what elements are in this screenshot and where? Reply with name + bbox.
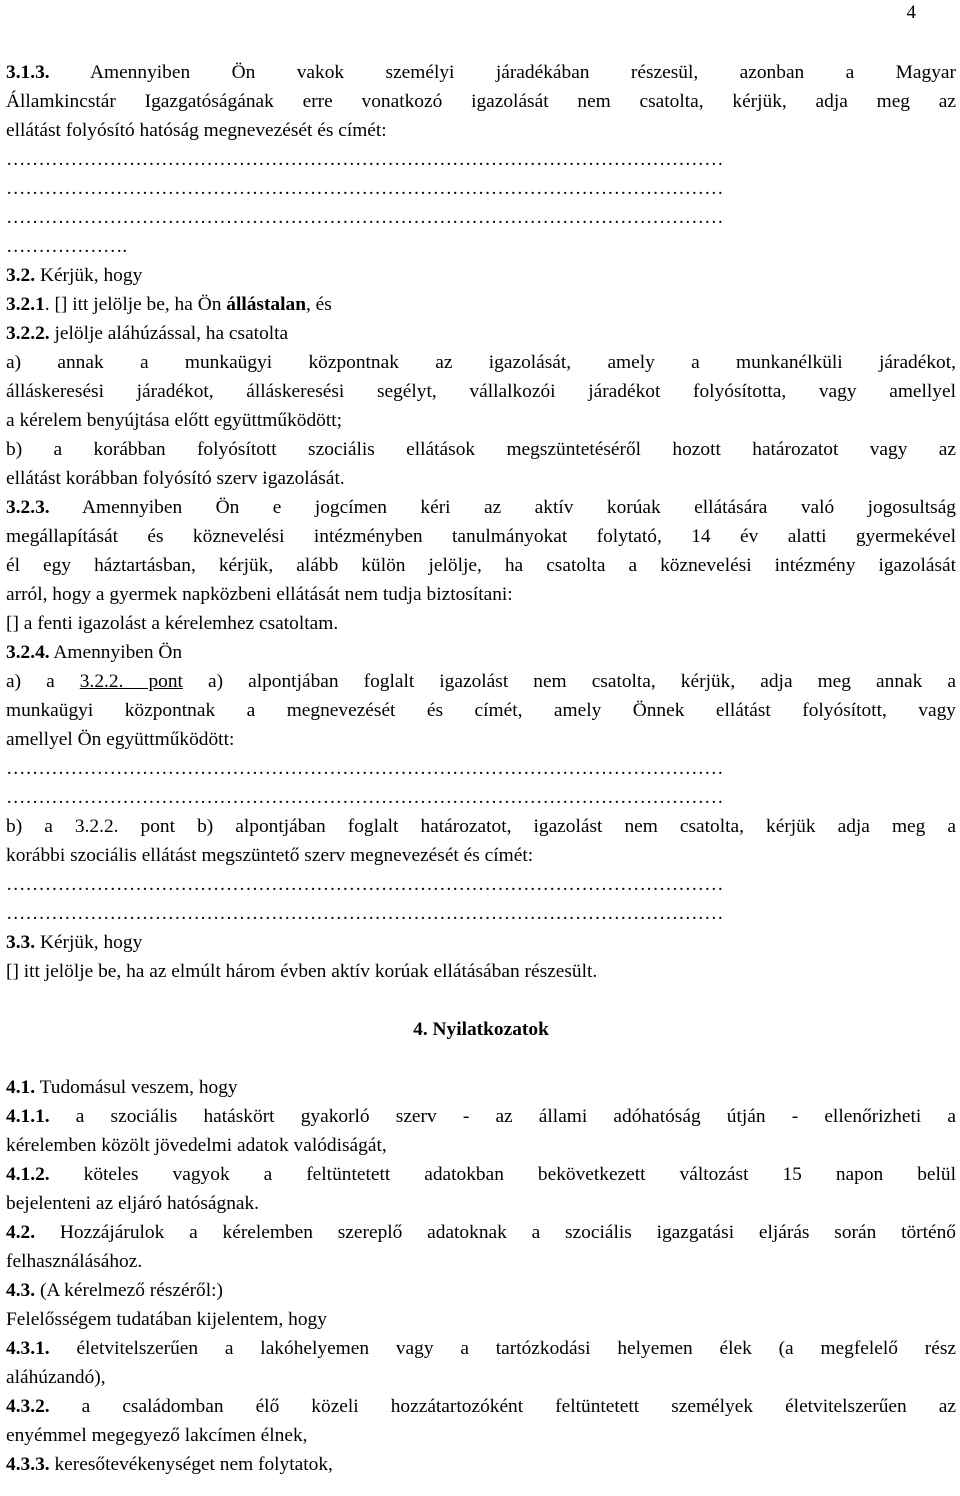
- text-line: [6, 841, 956, 870]
- text-line: [6, 957, 956, 986]
- text-line: [6, 783, 956, 812]
- text-segment: a) alpontjában foglalt igazolást nem csatolta, kérjük, adja meg annak a: [182, 671, 956, 692]
- text-segment: keresőtevékenységet nem folytatok,: [49, 1454, 333, 1475]
- text-line: [6, 203, 956, 232]
- text-segment: …………………………………………………………………………………………………: [6, 903, 724, 924]
- text-segment: amellyel Ön együttműködött:: [6, 729, 235, 750]
- text-line: [6, 870, 956, 899]
- text-line: [6, 1131, 956, 1160]
- text-line: [6, 1392, 956, 1421]
- text-line: [6, 58, 956, 87]
- text-line: [6, 174, 956, 203]
- text-line: [6, 145, 956, 174]
- section-number: 3.2.: [6, 265, 36, 286]
- text-segment: Amennyiben Ön e jogcímen kéri az aktív korúak ellátására való jogosultság: [49, 497, 956, 518]
- section-number: 3.2.1: [6, 294, 45, 315]
- text-line: [6, 696, 956, 725]
- text-segment: a kérelem benyújtása előtt együttműködött;: [6, 410, 343, 431]
- text-segment: Amennyiben Ön vakok személyi járadékában részesül, azonban a Magyar: [49, 62, 956, 83]
- text-line: [6, 464, 956, 493]
- text-line: [6, 667, 956, 696]
- text-line: [6, 522, 956, 551]
- section-number: 4.3.3.: [6, 1454, 50, 1475]
- text-segment: ellátást korábban folyósító szerv igazolását.: [6, 468, 345, 489]
- text-line: [6, 261, 956, 290]
- section-number: 3.2.4.: [6, 642, 50, 663]
- text-line: [6, 754, 956, 783]
- section-number: 3.3.: [6, 932, 36, 953]
- section-number: 4.1.1.: [6, 1106, 50, 1127]
- text-segment: b) a 3.2.2. pont b) alpontjában foglalt határozatot, igazolást nem csatolta, kérjük adja meg a: [6, 816, 956, 837]
- text-segment: ……………….: [6, 236, 128, 257]
- text-line: [6, 435, 956, 464]
- section-number: 4.3.1.: [6, 1338, 50, 1359]
- text-segment: , és: [305, 294, 332, 315]
- section-number: 4. Nyilatkozatok: [413, 1019, 549, 1040]
- text-line: [6, 1044, 956, 1073]
- text-line: [6, 609, 956, 638]
- text-line: [6, 812, 956, 841]
- section-number: állástalan: [226, 294, 306, 315]
- text-line: [6, 1015, 956, 1044]
- text-line: [6, 87, 956, 116]
- text-line: [6, 1160, 956, 1189]
- text-line: [6, 638, 956, 667]
- text-segment: a) a: [6, 671, 80, 692]
- text-segment: b) a korábban folyósított szociális ellátások megszüntetéséről hozott határozatot vagy az: [6, 439, 956, 460]
- text-line: [6, 1189, 956, 1218]
- text-line: [6, 232, 956, 261]
- text-segment: a) annak a munkaügyi központnak az igazolását, amely a munkanélküli járadékot,: [6, 352, 956, 373]
- text-segment: Kérjük, hogy: [35, 265, 143, 286]
- text-segment: Felelősségem tudatában kijelentem, hogy: [6, 1309, 327, 1330]
- text-line: [6, 406, 956, 435]
- text-line: [6, 290, 956, 319]
- text-segment: Hozzájárulok a kérelemben szereplő adatoknak a szociális igazgatási eljárás során történő: [35, 1222, 956, 1243]
- text-line: [6, 551, 956, 580]
- text-segment: enyémmel megegyező lakcímen élnek,: [6, 1425, 308, 1446]
- text-line: [6, 899, 956, 928]
- text-segment: Államkincstár Igazgatóságának erre vonatkozó igazolását nem csatolta, kérjük, adja meg az: [6, 91, 956, 112]
- text-segment: Amennyiben Ön: [49, 642, 183, 663]
- text-segment: korábbi szociális ellátást megszüntető szerv megnevezését és címét:: [6, 845, 534, 866]
- section-number: 4.3.2.: [6, 1396, 50, 1417]
- text-segment: álláskeresési járadékot, álláskeresési segélyt, vállalkozói járadékot folyósította, vagy amellyel: [6, 381, 956, 402]
- text-segment: kérelemben közölt jövedelmi adatok valódiságát,: [6, 1135, 387, 1156]
- text-line: [6, 1363, 956, 1392]
- text-segment: …………………………………………………………………………………………………: [6, 149, 724, 170]
- text-segment: arról, hogy a gyermek napközbeni ellátását nem tudja biztosítani:: [6, 584, 513, 605]
- text-line: [6, 1450, 956, 1479]
- section-number: 4.1.2.: [6, 1164, 50, 1185]
- text-segment: felhasználásához.: [6, 1251, 143, 1272]
- text-segment: . [] itt jelölje be, ha Ön: [44, 294, 227, 315]
- text-segment: (A kérelmező részéről:): [35, 1280, 223, 1301]
- text-segment: Kérjük, hogy: [35, 932, 143, 953]
- text-segment: jelölje aláhúzással, ha csatolta: [49, 323, 289, 344]
- text-line: [6, 1102, 956, 1131]
- text-line: [6, 1421, 956, 1450]
- text-segment: aláhúzandó),: [6, 1367, 106, 1388]
- text-segment: megállapítását és köznevelési intézményben tanulmányokat folytató, 14 év alatti gyermekével: [6, 526, 956, 547]
- page-number: 4: [906, 2, 916, 23]
- text-segment: …………………………………………………………………………………………………: [6, 787, 724, 808]
- section-number: 4.2.: [6, 1222, 36, 1243]
- text-line: [6, 116, 956, 145]
- text-segment: bejelenteni az eljáró hatóságnak.: [6, 1193, 260, 1214]
- section-number: 3.2.3.: [6, 497, 50, 518]
- text-line: [6, 1073, 956, 1102]
- section-number: 4.1.: [6, 1077, 36, 1098]
- text-line: [6, 928, 956, 957]
- text-line: [6, 986, 956, 1015]
- text-segment: …………………………………………………………………………………………………: [6, 207, 724, 228]
- section-number: 3.2.2.: [6, 323, 50, 344]
- text-segment: …………………………………………………………………………………………………: [6, 178, 724, 199]
- section-number: 3.1.3.: [6, 62, 50, 83]
- text-segment: ellátást folyósító hatóság megnevezését és címét:: [6, 120, 387, 141]
- text-line: [6, 348, 956, 377]
- text-segment: munkaügyi központnak a megnevezését és címét, amely Önnek ellátást folyósított, vagy: [6, 700, 956, 721]
- text-line: [6, 1247, 956, 1276]
- text-line: [6, 377, 956, 406]
- text-line: [6, 1305, 956, 1334]
- section-number: 4.3.: [6, 1280, 36, 1301]
- text-segment: [] itt jelölje be, ha az elmúlt három évben aktív korúak ellátásában részesült.: [6, 961, 598, 982]
- text-segment: él egy háztartásban, kérjük, alább külön jelölje, ha csatolta a köznevelési intézmény igazolását: [6, 555, 956, 576]
- text-segment: …………………………………………………………………………………………………: [6, 874, 724, 895]
- text-segment: [] a fenti igazolást a kérelemhez csatoltam.: [6, 613, 339, 634]
- reference-link: 3.2.2. pont: [79, 671, 183, 692]
- text-line: [6, 1334, 956, 1363]
- text-line: [6, 725, 956, 754]
- text-segment: a családomban élő közeli hozzátartozóként feltüntetett személyek életvitelszerűen az: [49, 1396, 956, 1417]
- text-segment: …………………………………………………………………………………………………: [6, 758, 724, 779]
- text-line: [6, 1276, 956, 1305]
- text-line: [6, 319, 956, 348]
- text-line: [6, 580, 956, 609]
- text-line: [6, 1218, 956, 1247]
- text-line: [6, 493, 956, 522]
- text-segment: életvitelszerűen a lakóhelyemen vagy a tartózkodási helyemen élek (a megfelelő rész: [49, 1338, 956, 1359]
- text-segment: a szociális hatáskört gyakorló szerv - az állami adóhatóság útján - ellenőrizheti a: [49, 1106, 956, 1127]
- text-segment: köteles vagyok a feltüntetett adatokban bekövetkezett változást 15 napon belül: [49, 1164, 956, 1185]
- text-segment: Tudomásul veszem, hogy: [35, 1077, 238, 1098]
